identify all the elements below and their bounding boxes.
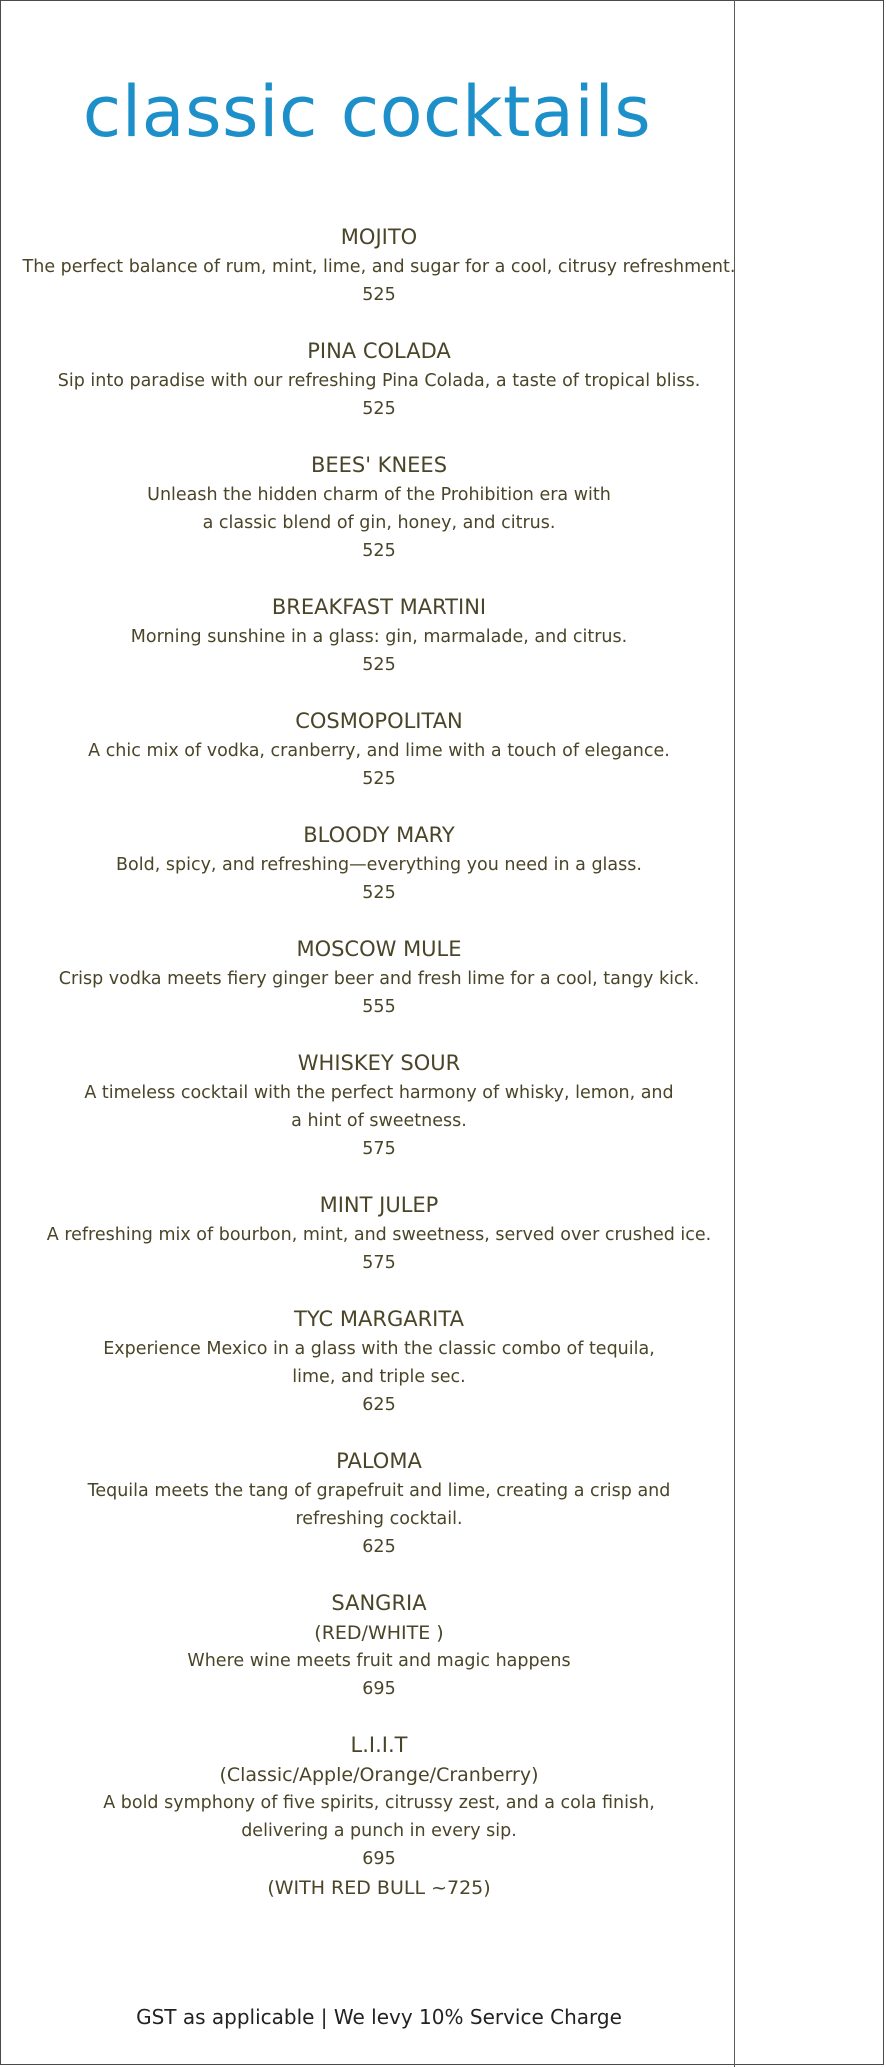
item-variant: (RED/WHITE ): [314, 1622, 444, 1644]
item-description: a hint of sweetness.: [291, 1111, 467, 1131]
item-description: delivering a punch in every sip.: [241, 1821, 517, 1841]
item-description: Where wine meets fruit and magic happens: [187, 1651, 571, 1671]
menu-title: classic cocktails: [82, 71, 652, 153]
item-price: 525: [362, 541, 396, 561]
item-price: 695: [362, 1679, 396, 1699]
footer-note: GST as applicable | We levy 10% Service Charge: [136, 2005, 622, 2029]
item-price: 525: [362, 285, 396, 305]
item-description: A timeless cocktail with the perfect harmony of whisky, lemon, and: [84, 1083, 674, 1103]
item-name: BREAKFAST MARTINI: [271, 595, 487, 619]
item-price: 625: [362, 1395, 396, 1415]
item-name: BEES' KNEES: [310, 453, 448, 477]
menu-item: [0, 591, 758, 679]
item-description: A refreshing mix of bourbon, mint, and sweetness, served over crushed ice.: [46, 1225, 712, 1245]
item-price: 525: [362, 883, 396, 903]
item-name: MOJITO: [340, 225, 418, 249]
menu-item: [0, 1445, 758, 1561]
item-name: MOSCOW MULE: [296, 937, 462, 961]
item-description: Unleash the hidden charm of the Prohibition era with: [147, 485, 611, 505]
item-description: Crisp vodka meets fiery ginger beer and fresh lime for a cool, tangy kick.: [58, 969, 700, 989]
item-name: TYC MARGARITA: [294, 1307, 464, 1331]
menu-item: [0, 819, 758, 907]
menu-item: [0, 705, 758, 793]
menu-item: [0, 449, 758, 565]
menu-item: [0, 1189, 758, 1277]
menu-item: [0, 221, 758, 309]
item-name: L.I.I.T: [350, 1733, 408, 1757]
item-description: lime, and triple sec.: [292, 1367, 466, 1387]
item-price: 625: [362, 1537, 396, 1557]
item-price: 555: [362, 997, 396, 1017]
cocktail-list: [0, 221, 758, 1929]
item-description: Morning sunshine in a glass: gin, marmalade, and citrus.: [130, 627, 628, 647]
item-name: WHISKEY SOUR: [297, 1051, 461, 1075]
item-price-note: (WITH RED BULL ~725): [267, 1877, 491, 1899]
menu-item: [0, 335, 758, 423]
item-description: The perfect balance of rum, mint, lime, and sugar for a cool, citrusy refreshment.: [22, 257, 736, 277]
menu-item: [0, 1303, 758, 1419]
item-price: 525: [362, 399, 396, 419]
item-price: 575: [362, 1139, 396, 1159]
item-price: 575: [362, 1253, 396, 1273]
item-description: Experience Mexico in a glass with the classic combo of tequila,: [103, 1339, 655, 1359]
item-description: A bold symphony of five spirits, citrussy zest, and a cola finish,: [103, 1793, 655, 1813]
item-name: MINT JULEP: [319, 1193, 439, 1217]
item-price: 525: [362, 655, 396, 675]
item-name: COSMOPOLITAN: [295, 709, 463, 733]
item-description: Sip into paradise with our refreshing Pina Colada, a taste of tropical bliss.: [57, 371, 701, 391]
item-description: a classic blend of gin, honey, and citrus.: [202, 513, 556, 533]
item-description: Bold, spicy, and refreshing—everything you need in a glass.: [116, 855, 642, 875]
menu-item: [0, 1047, 758, 1163]
item-name: BLOODY MARY: [303, 823, 455, 847]
item-name: PALOMA: [336, 1449, 422, 1473]
item-price: 695: [362, 1849, 396, 1869]
item-name: PINA COLADA: [307, 339, 451, 363]
item-price: 525: [362, 769, 396, 789]
menu-item: [0, 933, 758, 1021]
menu-item: [0, 1587, 758, 1703]
item-description: Tequila meets the tang of grapefruit and lime, creating a crisp and: [87, 1481, 671, 1501]
item-description: A chic mix of vodka, cranberry, and lime with a touch of elegance.: [88, 741, 670, 761]
item-description: refreshing cocktail.: [295, 1509, 463, 1529]
item-name: SANGRIA: [331, 1591, 427, 1615]
item-variant: (Classic/Apple/Orange/Cranberry): [219, 1764, 539, 1786]
menu-item: [0, 1729, 758, 1903]
